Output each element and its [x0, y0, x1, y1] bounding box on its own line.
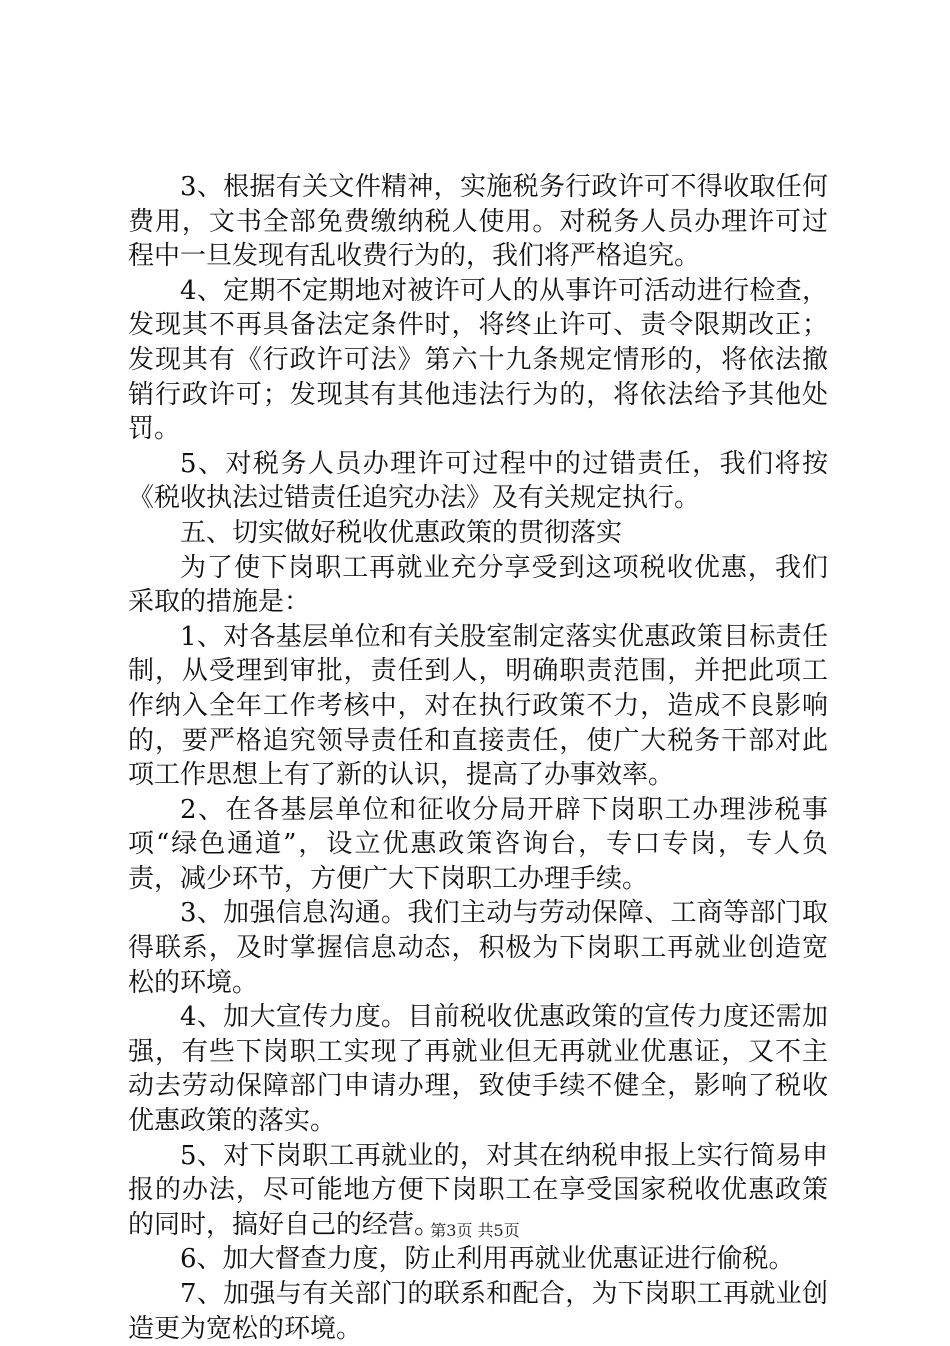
paragraph-measure-7: 7、加强与有关部门的联系和配合，为下岗职工再就业创造更为宽松的环境。: [128, 1279, 828, 1344]
section-heading: 五、切实做好税收优惠政策的贯彻落实: [180, 517, 623, 548]
paragraph-item-5-liability: 5、对税务人员办理许可过程中的过错责任，我们将按《税收执法过错责任追究办法》及有关规定执行。: [128, 448, 828, 514]
page-footer: [0, 1218, 950, 1241]
page-number-label: 第3页 共5页: [430, 1221, 520, 1240]
paragraph-item-3-fees: 3、根据有关文件精神，实施税务行政许可不得收取任何费用，文书全部免费缴纳税人使用。对税务人员办理许可过程中一旦发现有乱收费行为的，我们将严格追究。: [128, 172, 828, 272]
paragraph-intro-measures: 为了使下岗职工再就业充分享受到这项税收优惠，我们采取的措施是：: [128, 552, 828, 618]
document-body: [128, 170, 828, 1346]
paragraph-item-4-inspection: 4、定期不定期地对被许可人的从事许可活动进行检查，发现其不再具备法定条件时，将终止许可、责令限期改正；发现其有《行政许可法》第六十九条规定情形的，将依法撤销行政许可；发现其有其他违法行为的，将依法给予其他处罚。: [128, 275, 828, 445]
paragraph-measure-2: 2、在各基层单位和征收分局开辟下岗职工办理涉税事项“绿色通道”，设立优惠政策咨询台，专口专岗，专人负责，减少环节，方便广大下岗职工办理手续。: [128, 794, 828, 894]
paragraph-measure-1: 1、对各基层单位和有关股室制定落实优惠政策目标责任制，从受理到审批，责任到人，明确职责范围，并把此项工作纳入全年工作考核中，对在执行政策不力，造成不良影响的，要严格追究领导责任和直接责任，使广大税务干部对此项工作思想上有了新的认识，提高了办事效率。: [128, 621, 828, 791]
paragraph-measure-4: 4、加大宣传力度。目前税收优惠政策的宣传力度还需加强，有些下岗职工实现了再就业但无再就业优惠证，又不主动去劳动保障部门申请办理，致使手续不健全，影响了税收优惠政策的落实。: [128, 1002, 828, 1137]
paragraph-measure-6: 6、加大督查力度，防止利用再就业优惠证进行偷税。: [180, 1244, 795, 1275]
paragraph-measure-5: 5、对下岗职工再就业的，对其在纳税申报上实行简易申报的办法，尽可能地方便下岗职工在享受国家税收优惠政策的同时，搞好自己的经营。: [128, 1140, 828, 1240]
paragraph-measure-3: 3、加强信息沟通。我们主动与劳动保障、工商等部门取得联系，及时掌握信息动态，积极为下岗职工再就业创造宽松的环境。: [128, 898, 828, 998]
